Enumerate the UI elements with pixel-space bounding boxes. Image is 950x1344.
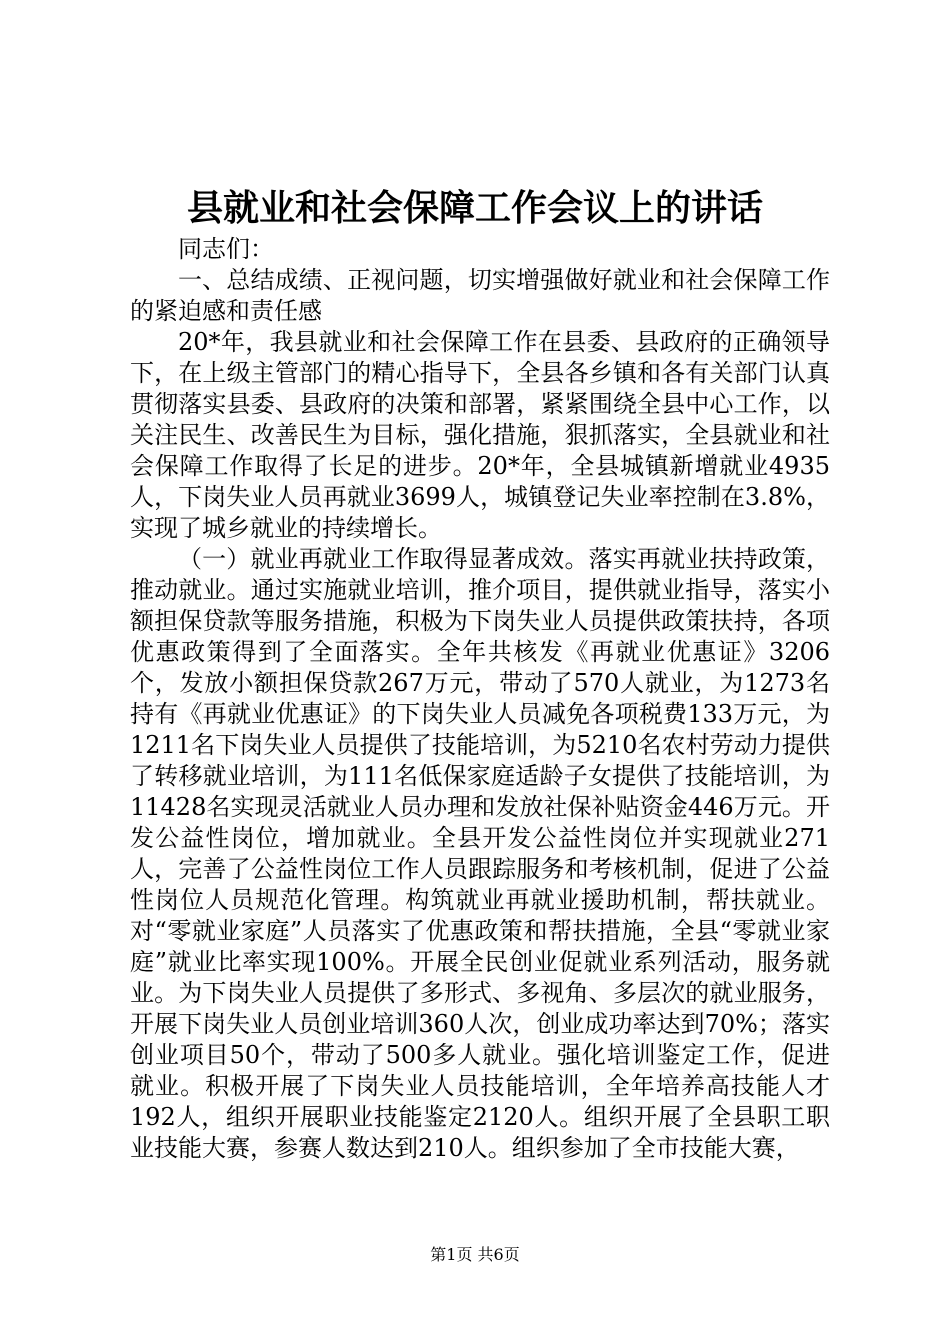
page-title: 县就业和社会保障工作会议上的讲话 — [186, 187, 763, 229]
section-heading-1: 一、总结成绩、正视问题，切实增强做好就业和社会保障工作的紧迫感和责任感 — [130, 266, 830, 325]
document-body — [130, 234, 830, 1164]
salutation: 同志们： — [178, 235, 274, 263]
paragraph-2: （一）就业再就业工作取得显著成效。落实再就业扶持政策，推动就业。通过实施就业培训，推介项目，提供就业指导，落实小额担保贷款等服务措施，积极为下岗失业人员提供政策扶持，各项优惠政策得到了全面落实。全年共核发《再就业优惠证》3206个，发放小额担保贷款267万元，带动了570人就业，为1273名持有《再就业优惠证》的下岗失业人员减免各项税费133万元，为1211名下岗失业人员提供了技能培训，为5210名农村劳动力提供了转移就业培训，为111名低保家庭适龄子女提供了技能培训，为11428名实现灵活就业人员办理和发放社保补贴资金446万元。开发公益性岗位，增加就业。全县开发公益性岗位并实现就业271人，完善了公益性岗位工作人员跟踪服务和考核机制，促进了公益性岗位人员规范化管理。构筑就业再就业援助机制，帮扶就业。对“零就业家庭”人员落实了优惠政策和帮扶措施，全县“零就业家庭”就业比率实现100%。开展全民创业促就业系列活动，服务就业。为下岗失业人员提供了多形式、多视角、多层次的就业服务，开展下岗失业人员创业培训360人次，创业成功率达到70%；落实创业项目50个，带动了500多人就业。强化培训鉴定工作，促进就业。积极开展了下岗失业人员技能培训，全年培养高技能人才192人，组织开展职业技能鉴定2120人。组织开展了全县职工职业技能大赛，参赛人数达到210人。组织参加了全市技能大赛， — [130, 545, 830, 1162]
page-number: 第1页 共6页 — [430, 1245, 520, 1264]
paragraph-1: 20*年，我县就业和社会保障工作在县委、县政府的正确领导下，在上级主管部门的精心指导下，全县各乡镇和各有关部门认真贯彻落实县委、县政府的决策和部署，紧紧围绕全县中心工作，以关注民生、改善民生为目标，强化措施，狠抓落实，全县就业和社会保障工作取得了长足的进步。20*年，全县城镇新增就业4935人，下岗失业人员再就业3699人，城镇登记失业率控制在3.8%，实现了城乡就业的持续增长。 — [130, 328, 830, 542]
